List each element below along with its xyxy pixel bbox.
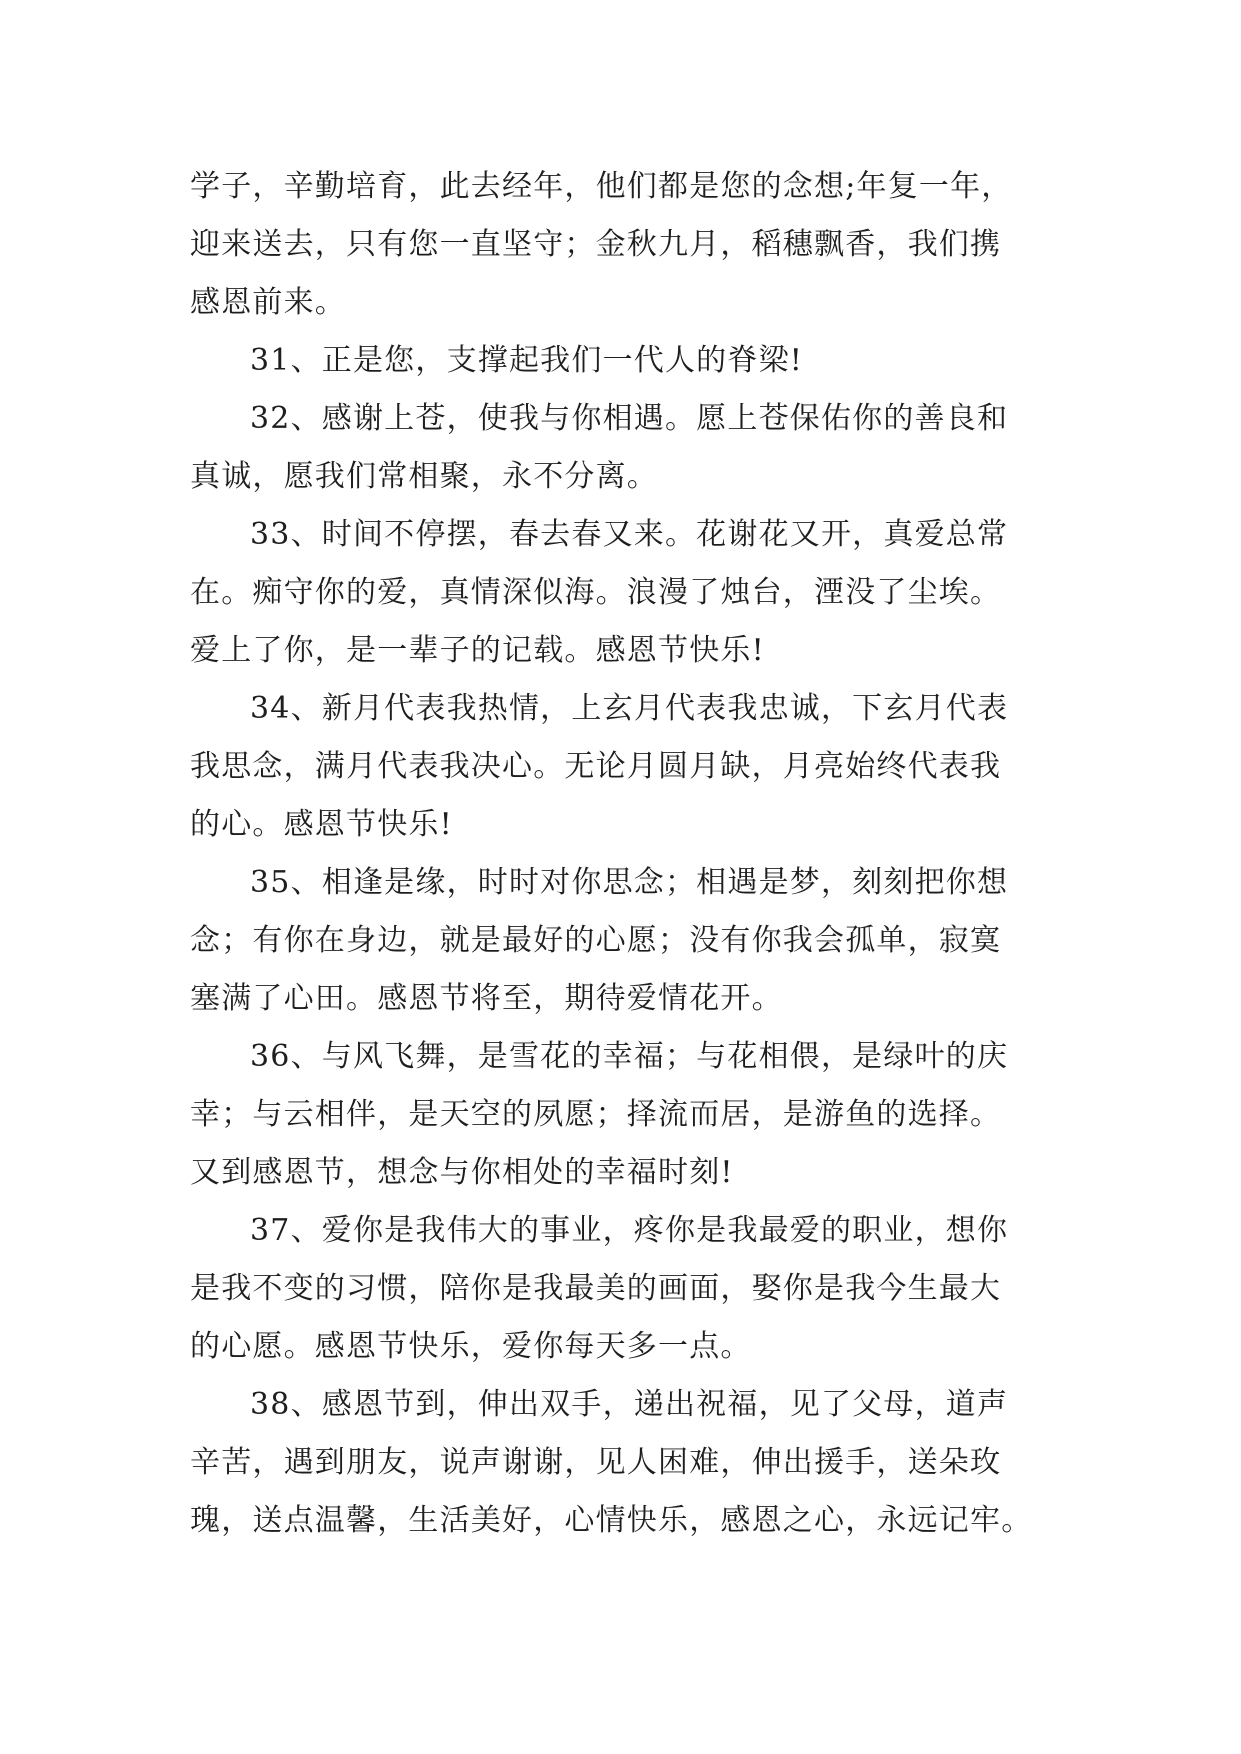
text-line: 又到感恩节，想念与你相处的幸福时刻! <box>190 1155 734 1190</box>
text-line: 念；有你在身边，就是最好的心愿；没有你我会孤单，寂寞 <box>190 923 1002 958</box>
document-body <box>190 158 1090 1550</box>
text-line: 学子，辛勤培育，此去经年，他们都是您的念想;年复一年， <box>190 169 1013 204</box>
text-line: 35、相逢是缘，时时对你思念；相遇是梦，刻刻把你想 <box>250 865 1009 900</box>
text-line: 的心愿。感恩节快乐，爱你每天多一点。 <box>190 1329 752 1364</box>
text-line: 迎来送去，只有您一直坚守；金秋九月，稻穗飘香，我们携 <box>190 227 1002 262</box>
text-line: 感恩前来。 <box>190 285 346 320</box>
text-line: 32、感谢上苍，使我与你相遇。愿上苍保佑你的善良和 <box>250 401 1009 436</box>
text-line: 33、时间不停摆，春去春又来。花谢花又开，真爱总常 <box>250 517 1009 552</box>
text-line: 真诚，愿我们常相聚，永不分离。 <box>190 459 658 494</box>
text-line: 的心。感恩节快乐! <box>190 807 453 842</box>
text-line: 辛苦，遇到朋友，说声谢谢，见人困难，伸出援手，送朵玫 <box>190 1445 1002 1480</box>
text-line: 塞满了心田。感恩节将至，期待爱情花开。 <box>190 981 783 1016</box>
text-line: 是我不变的习惯，陪你是我最美的画面，娶你是我今生最大 <box>190 1271 1002 1306</box>
text-line: 爱上了你，是一辈子的记载。感恩节快乐! <box>190 633 765 668</box>
text-line: 34、新月代表我热情，上玄月代表我忠诚，下玄月代表 <box>250 691 1009 726</box>
text-line: 31、正是您，支撑起我们一代人的脊梁! <box>250 343 804 378</box>
text-line: 瑰，送点温馨，生活美好，心情快乐，感恩之心，永远记牢。 <box>190 1503 1033 1538</box>
text-line: 在。痴守你的爱，真情深似海。浪漫了烛台，湮没了尘埃。 <box>190 575 1002 610</box>
text-line: 36、与风飞舞，是雪花的幸福；与花相偎，是绿叶的庆 <box>250 1039 1009 1074</box>
text-line: 我思念，满月代表我决心。无论月圆月缺，月亮始终代表我 <box>190 749 1002 784</box>
text-line: 38、感恩节到，伸出双手，递出祝福，见了父母，道声 <box>250 1387 1009 1422</box>
text-line: 37、爱你是我伟大的事业，疼你是我最爱的职业，想你 <box>250 1213 1009 1248</box>
text-line: 幸；与云相伴，是天空的夙愿；择流而居，是游鱼的选择。 <box>190 1097 1002 1132</box>
